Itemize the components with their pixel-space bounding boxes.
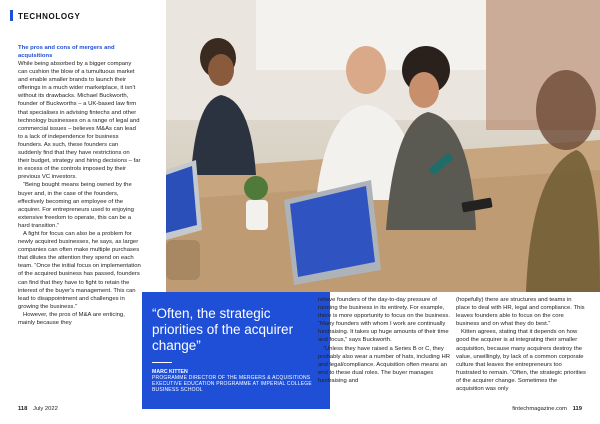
section-label: TECHNOLOGY [18, 12, 81, 21]
subheading: The pros and cons of mergers and acquisitions [18, 45, 115, 59]
paragraph: “Unless they have raised a Series B or C, they probably also wear a number of hats, including HR and legal/compliance. Acquisition often means an end to these dual roles. The buyer manages fundraising and [318, 345, 450, 384]
right-article-column [456, 296, 586, 393]
site-url[interactable]: fintechmagazine.com [512, 406, 568, 412]
pull-quote [142, 292, 330, 409]
paragraph: (hopefully) there are structures and teams in place to deal with HR, legal and compliance. This leaves founders able to focus on the core business and on what they do best.” [456, 297, 585, 328]
paragraph: While being absorbed by a bigger company can cushion the blow of a tumultuous market and enable smaller brands to launch their offerings in a much wider marketplace, it isn't without its drawbacks. Michael Buckworth, founder of Buckworths – a UK-based law firm that specialises in advising fintechs and other technology businesses on a range of legal and commercial issues – believes M&As can lead to a lack of independence for business founders. As such, these founders can suddenly find that they have restrictions on their budget, strategy and hiring decisions – far in excess of the controls imposed by their previous VC investors. [18, 61, 141, 181]
meeting-illustration [166, 0, 600, 292]
section-accent-bar [10, 10, 13, 21]
quote-attribution-role: PROGRAMME DIRECTOR OF THE MERGERS & ACQUISITIONS EXECUTIVE EDUCATION PROGRAMME AT IMPERIAL COLLEGE BUSINESS SCHOOL [152, 375, 312, 394]
paragraph: relieve founders of the day-to-day pressure of running the business in its entirety. For example, there is more opportunity to focus on the business. “Many founders with whom I work are continually fundraising. It takes up huge amounts of their time and focus,” says Buckworth. [318, 297, 450, 344]
quote-divider [152, 362, 172, 363]
paragraph: Kitten agrees, stating that it depends on how good the acquirer is at integrating their smaller acquisition, because many acquirers destroy the value, unwillingly, by lack of a common corporate culture that leaves the entrepreneurs too frustrated to remain. “Often, the strategic priorities of the acquirer change. Sometimes the acquisition was only [456, 329, 586, 393]
quote-text: “Often, the strategic priorities of the acquirer change” [152, 306, 294, 353]
quote-attribution-name: MARC KITTEN [152, 369, 188, 375]
hero-photo [166, 0, 600, 292]
paragraph: However, the pros of M&A are enticing, mainly because they [18, 311, 125, 326]
middle-article-column [318, 296, 452, 385]
paragraph: A fight for focus can also be a problem for newly acquired businesses, he says, as larger companies can often make multiple purchases that dilutes the attention they spend on each team. “Once the initial focus on implementation of the acquired business has passed, founders can find that they have to fight to retain the interest of the buyer's management. This can lead to disappointment and challenges in growing the business.” [18, 230, 141, 310]
right-footer [512, 406, 582, 412]
paragraph: “Being bought means being owned by the buyer and, in the case of the founders, effectively becoming an employee of the acquirer. For entrepreneurs used to enjoying extensive freedom to operate, this can be a hard transition.” [18, 182, 134, 229]
left-footer [18, 406, 58, 412]
issue-date: July 2022 [32, 406, 58, 412]
left-article-column [18, 44, 142, 327]
right-page-number: 119 [572, 406, 582, 412]
left-page-number: 118 [18, 406, 28, 412]
